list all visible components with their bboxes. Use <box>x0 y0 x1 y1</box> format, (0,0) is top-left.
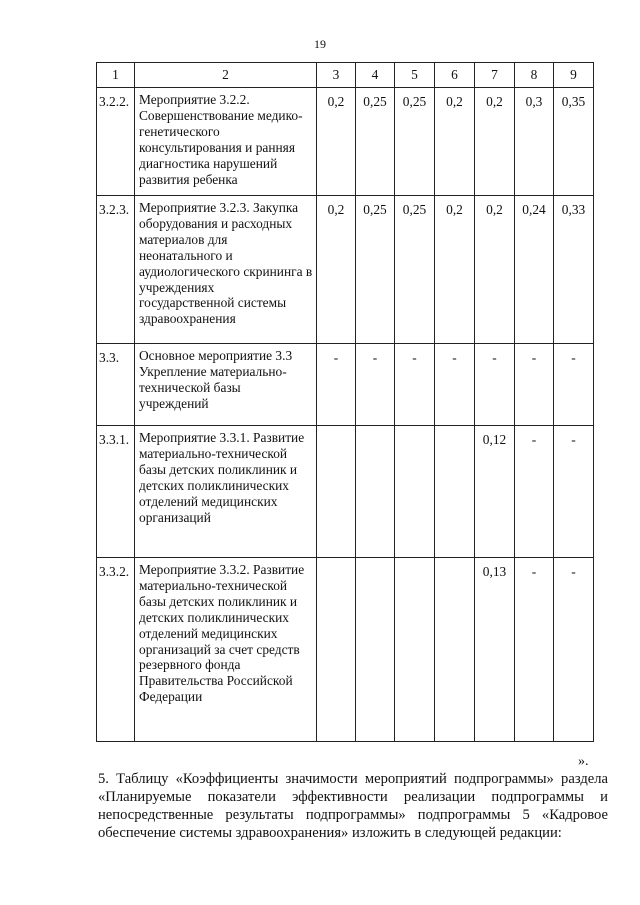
value-cell: 0,25 <box>395 196 435 344</box>
value-cell <box>395 426 435 558</box>
row-number: 3.3.1. <box>97 426 135 558</box>
page-number: 19 <box>314 37 326 51</box>
row-name: Мероприятие 3.3.1. Развитие материально-технической базы детских поликлиник и детских поликлинических отделений медицинских организаций <box>135 426 317 558</box>
value-cell: 0,33 <box>554 196 594 344</box>
row-name: Мероприятие 3.3.2. Развитие материально-технической базы детских поликлиник и детских поликлинических отделений медицинских организаций за счет средств резервного фонда Правительства Российской Федерации <box>135 558 317 742</box>
value-cell <box>435 558 475 742</box>
table-row <box>97 426 594 558</box>
header-cell: 4 <box>356 63 395 88</box>
header-cell: 1 <box>97 63 135 88</box>
value-cell: 0,3 <box>515 88 554 196</box>
value-cell: 0,2 <box>475 88 515 196</box>
value-cell: 0,2 <box>317 196 356 344</box>
value-cell: 0,2 <box>435 196 475 344</box>
value-cell: - <box>435 344 475 426</box>
value-cell: - <box>317 344 356 426</box>
table-header-row <box>97 63 594 88</box>
value-cell: - <box>475 344 515 426</box>
value-cell <box>395 558 435 742</box>
value-cell: 0,2 <box>475 196 515 344</box>
row-number: 3.3.2. <box>97 558 135 742</box>
value-cell: - <box>356 344 395 426</box>
value-cell: 0,24 <box>515 196 554 344</box>
value-cell: - <box>554 344 594 426</box>
value-cell <box>356 426 395 558</box>
value-cell: - <box>554 426 594 558</box>
table-row <box>97 558 594 742</box>
header-cell: 8 <box>515 63 554 88</box>
row-name: Основное мероприятие 3.3 Укрепление материально-технической базы учреждений <box>135 344 317 426</box>
value-cell: 0,13 <box>475 558 515 742</box>
value-cell <box>356 558 395 742</box>
value-cell: 0,12 <box>475 426 515 558</box>
row-number: 3.2.2. <box>97 88 135 196</box>
table-row <box>97 344 594 426</box>
header-cell: 5 <box>395 63 435 88</box>
header-cell: 2 <box>135 63 317 88</box>
closing-quote: ». <box>578 754 589 769</box>
value-cell: 0,2 <box>317 88 356 196</box>
value-cell: 0,25 <box>356 88 395 196</box>
value-cell: - <box>554 558 594 742</box>
row-number: 3.2.3. <box>97 196 135 344</box>
row-name: Мероприятие 3.2.3. Закупка оборудования и расходных материалов для неонатального и аудиологического скрининга в учреждениях государственной системы здравоохранения <box>135 196 317 344</box>
header-cell: 6 <box>435 63 475 88</box>
value-cell: - <box>395 344 435 426</box>
value-cell: 0,25 <box>395 88 435 196</box>
row-number: 3.3. <box>97 344 135 426</box>
value-cell <box>317 426 356 558</box>
row-name: Мероприятие 3.2.2. Совершенствование медико-генетического консультирования и ранняя диагностика нарушений развития ребенка <box>135 88 317 196</box>
value-cell: 0,25 <box>356 196 395 344</box>
header-cell: 9 <box>554 63 594 88</box>
value-cell <box>435 426 475 558</box>
value-cell: - <box>515 558 554 742</box>
value-cell: 0,2 <box>435 88 475 196</box>
value-cell <box>317 558 356 742</box>
table-row <box>97 196 594 344</box>
coefficients-table <box>96 62 594 742</box>
amendment-paragraph: 5. Таблицу «Коэффициенты значимости мероприятий подпрограммы» раздела «Планируемые показатели эффективности реализации подпрограммы и непосредственные результаты подпрограммы» подпрограммы 5 «Кадровое обеспечение системы здравоохранения» изложить в следующей редакции: <box>98 771 608 841</box>
header-cell: 7 <box>475 63 515 88</box>
header-cell: 3 <box>317 63 356 88</box>
value-cell: 0,35 <box>554 88 594 196</box>
value-cell: - <box>515 426 554 558</box>
table-row <box>97 88 594 196</box>
value-cell: - <box>515 344 554 426</box>
